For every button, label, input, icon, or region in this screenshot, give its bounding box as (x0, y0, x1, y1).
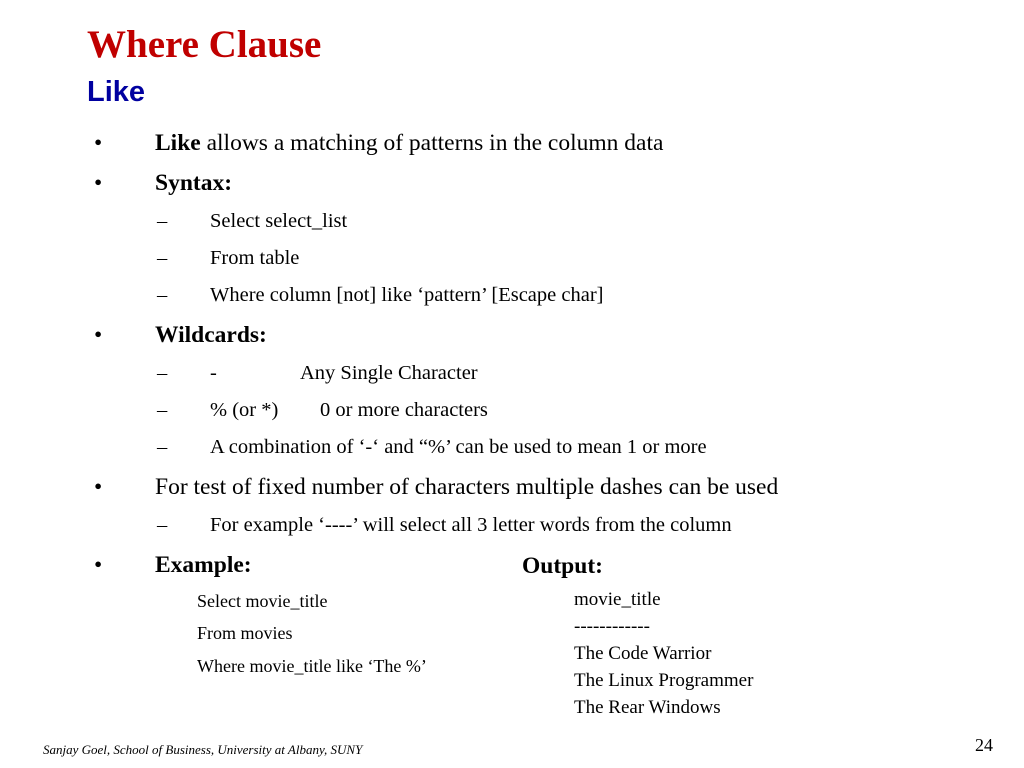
footer-credit: Sanjay Goel, School of Business, University at Albany, SUNY (43, 742, 363, 757)
wildcard-note-text: A combination of ‘-‘ and “%’ can be used to mean 1 or more (210, 436, 707, 458)
example-query-line: Where movie_title like ‘The %’ (197, 656, 427, 676)
wildcard-meaning: 0 or more characters (320, 399, 488, 421)
fixed-example-text: For example ‘----’ will select all 3 letter words from the column (210, 514, 732, 536)
example-query-line: From movies (197, 623, 293, 643)
wildcard-symbol: - (210, 362, 217, 384)
dash-glyph: – (157, 399, 168, 421)
dash-glyph: – (157, 210, 168, 232)
output-line: movie_title (574, 589, 661, 610)
dash-glyph: – (157, 284, 168, 306)
dash-glyph: – (157, 436, 168, 458)
syntax-item-text: Select select_list (210, 210, 348, 232)
bullet-glyph: • (94, 170, 103, 196)
bullet-example-label: Example: (155, 552, 252, 578)
slide-subtitle: Like (87, 76, 146, 108)
wildcard-meaning: Any Single Character (300, 362, 478, 384)
syntax-item-text: From table (210, 247, 300, 269)
bullet-like-bold: Like (155, 130, 201, 156)
bullet-glyph: • (94, 322, 103, 348)
bullet-wildcards-label: Wildcards: (155, 322, 267, 348)
dash-glyph: – (157, 247, 168, 269)
wildcard-symbol: % (or *) (210, 399, 279, 421)
page-number: 24 (975, 735, 993, 755)
output-line: The Code Warrior (574, 643, 712, 664)
bullet-glyph: • (94, 130, 103, 156)
output-line: The Linux Programmer (574, 670, 754, 691)
slide-title: Where Clause (87, 23, 322, 66)
bullet-glyph: • (94, 474, 103, 500)
bullet-syntax-label: Syntax: (155, 170, 233, 196)
bullet-fixed-chars-text: For test of fixed number of characters multiple dashes can be used (155, 474, 779, 500)
output-heading: Output: (522, 553, 603, 579)
dash-glyph: – (157, 514, 168, 536)
output-line: ------------ (574, 616, 650, 637)
bullet-like-text: allows a matching of patterns in the column data (200, 130, 664, 156)
bullet-glyph: • (94, 552, 103, 578)
output-line: The Rear Windows (574, 697, 721, 718)
example-query-line: Select movie_title (197, 591, 328, 611)
dash-glyph: – (157, 362, 168, 384)
syntax-item-text: Where column [not] like ‘pattern’ [Escape char] (210, 284, 604, 306)
